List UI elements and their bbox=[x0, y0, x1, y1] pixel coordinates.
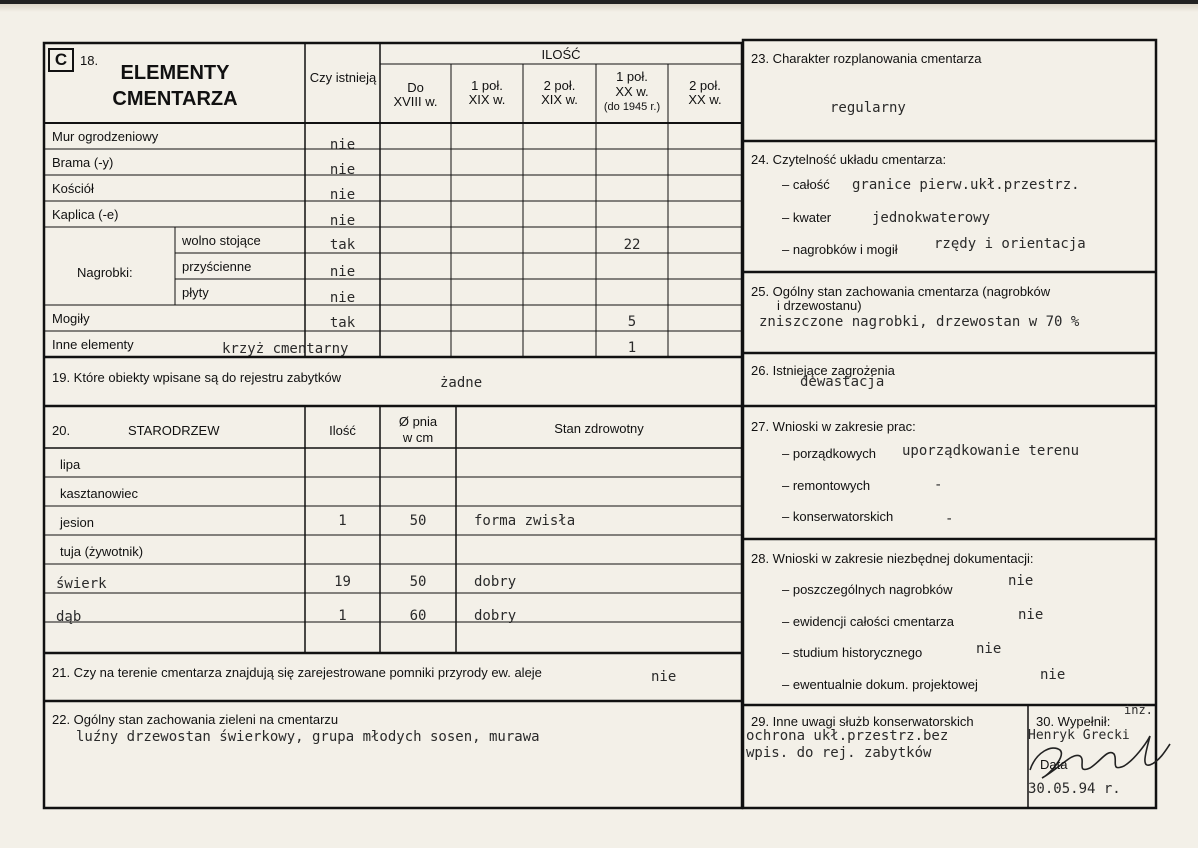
period-header-4-l3: (do 1945 r.) bbox=[603, 101, 661, 113]
docs-inventory-value: nie bbox=[1018, 607, 1044, 623]
exists-value-free-standing: tak bbox=[329, 237, 356, 253]
exists-value-wall-mounted: nie bbox=[329, 264, 356, 280]
section-29-value-line2: wpis. do rej. zabytków bbox=[746, 745, 932, 761]
tree-health-ash: forma zwisła bbox=[474, 513, 576, 529]
section-29-value-line1: ochrona ukł.przestrz.bez bbox=[746, 728, 949, 744]
docs-inventory-label: – ewidencji całości cmentarza bbox=[782, 614, 954, 629]
tree-diam-spruce: 50 bbox=[409, 574, 427, 590]
section-18-number: 18. bbox=[80, 53, 99, 68]
row-label-graves: Mogiły bbox=[52, 311, 90, 326]
section-27-label: 27. Wnioski w zakresie prac: bbox=[751, 419, 916, 434]
row-label-gate: Brama (-y) bbox=[52, 155, 114, 170]
docs-history-value: nie bbox=[976, 641, 1002, 657]
tree-diam-oak: 60 bbox=[409, 608, 427, 624]
row-label-wall: Mur ogrodzeniowy bbox=[52, 129, 159, 144]
exists-value-church: nie bbox=[329, 187, 356, 203]
tree-health-spruce: dobry bbox=[474, 574, 517, 590]
section-20-number: 20. bbox=[52, 423, 71, 438]
tree-name-linden: lipa bbox=[60, 457, 81, 472]
row-label-chapel: Kaplica (-e) bbox=[52, 207, 119, 222]
layout-graves-value: rzędy i orientacja bbox=[934, 236, 1086, 252]
layout-whole-value: granice pierw.ukł.przestrz. bbox=[852, 177, 1080, 193]
section-21-value: nie bbox=[651, 669, 677, 685]
qty-1945-other: 1 bbox=[627, 340, 637, 356]
tree-name-chestnut: kasztanowiec bbox=[60, 486, 139, 501]
elements-title-line2: CMENTARZA bbox=[112, 88, 238, 110]
period-header-5-l2: XX w. bbox=[688, 92, 722, 107]
docs-history-label: – studium historycznego bbox=[782, 645, 923, 660]
tree-name-spruce: świerk bbox=[56, 576, 107, 592]
qty-1945-free-standing: 22 bbox=[623, 237, 641, 253]
section-25-value: zniszczone nagrobki, drzewostan w 70 % bbox=[759, 314, 1080, 330]
works-conservation-value: - bbox=[945, 511, 954, 527]
row-label-church: Kościół bbox=[52, 181, 94, 196]
period-header-3-l2: XIX w. bbox=[541, 92, 578, 107]
section-25-label-line1: 25. Ogólny stan zachowania cmentarza (nagrobków bbox=[751, 284, 1051, 299]
section-26-value: dewastacja bbox=[800, 374, 885, 390]
trees-diameter-header-l2: w cm bbox=[402, 430, 434, 445]
docs-gravestones-value: nie bbox=[1008, 573, 1034, 589]
section-22-value: luźny drzewostan świerkowy, grupa młodych sosen, murawa bbox=[76, 729, 540, 745]
other-elements-value: krzyż cmentarny bbox=[222, 341, 349, 357]
date-label: Data bbox=[1040, 757, 1068, 772]
docs-design-label: – ewentualnie dokum. projektowej bbox=[782, 677, 978, 692]
section-19-value: żadne bbox=[440, 375, 483, 391]
exists-value-slabs: nie bbox=[329, 290, 356, 306]
tree-diam-ash: 50 bbox=[409, 513, 427, 529]
period-header-4-l1: 1 poł. bbox=[616, 69, 648, 84]
section-29-label: 29. Inne uwagi służb konserwatorskich bbox=[751, 714, 974, 729]
tree-name-thuja: tuja (żywotnik) bbox=[60, 544, 144, 559]
tree-name-ash: jesion bbox=[60, 515, 94, 530]
period-header-4-l2: XX w. bbox=[615, 84, 649, 99]
section-20-title: STARODRZEW bbox=[128, 423, 220, 438]
tree-name-oak: dąb bbox=[56, 609, 82, 625]
tree-qty-oak: 1 bbox=[338, 608, 347, 624]
exists-value-chapel: nie bbox=[329, 213, 356, 229]
period-header-2-l2: XIX w. bbox=[468, 92, 506, 107]
row-label-slabs: płyty bbox=[182, 285, 209, 300]
exists-value-graves: tak bbox=[329, 315, 356, 331]
tree-health-oak: dobry bbox=[474, 608, 517, 624]
works-cleanup-label: – porządkowych bbox=[782, 446, 876, 461]
filled-by-name: Henryk Grecki bbox=[1028, 728, 1130, 743]
section-letter-box: C bbox=[48, 48, 74, 72]
works-conservation-label: – konserwatorskich bbox=[782, 509, 894, 524]
section-23-value: regularny bbox=[830, 100, 906, 116]
docs-design-value: nie bbox=[1040, 667, 1066, 683]
trees-health-header: Stan zdrowotny bbox=[554, 421, 644, 436]
section-25-label-line2: i drzewostanu) bbox=[777, 298, 862, 313]
exists-column-header: Czy istnieją bbox=[309, 70, 377, 85]
layout-whole-label: – całość bbox=[782, 177, 830, 192]
period-header-1-l2: XVIII w. bbox=[393, 94, 438, 109]
layout-quarters-value: jednokwaterowy bbox=[872, 210, 991, 226]
row-group-label-gravestones: Nagrobki: bbox=[77, 265, 133, 280]
section-19-label: 19. Które obiekty wpisane są do rejestru zabytków bbox=[52, 370, 342, 385]
row-label-free-standing: wolno stojące bbox=[182, 233, 261, 248]
elements-title-line1: ELEMENTY bbox=[120, 62, 230, 84]
period-header-2-l1: 1 poł. bbox=[471, 78, 503, 93]
row-label-other: Inne elementy bbox=[52, 337, 134, 352]
section-22-label: 22. Ogólny stan zachowania zieleni na cmentarzu bbox=[52, 712, 339, 727]
filled-by-title-prefix: inż. bbox=[1124, 703, 1153, 717]
docs-gravestones-label: – poszczególnych nagrobków bbox=[782, 582, 953, 597]
section-26-label: 26. Istniejące zagrożenia bbox=[751, 363, 895, 378]
section-24-label: 24. Czytelność układu cmentarza: bbox=[751, 152, 947, 167]
qty-1945-graves: 5 bbox=[627, 314, 637, 330]
section-28-label: 28. Wnioski w zakresie niezbędnej dokumentacji: bbox=[751, 551, 1034, 566]
period-header-3-l1: 2 poł. bbox=[543, 78, 576, 93]
layout-quarters-label: – kwater bbox=[782, 210, 832, 225]
tree-qty-ash: 1 bbox=[338, 513, 347, 529]
period-header-5-l1: 2 poł. bbox=[689, 78, 721, 93]
date-value: 30.05.94 r. bbox=[1028, 781, 1121, 797]
trees-qty-header: Ilość bbox=[329, 423, 356, 438]
exists-value-wall: nie bbox=[329, 137, 356, 153]
section-23-label: 23. Charakter rozplanowania cmentarza bbox=[751, 51, 982, 66]
layout-graves-label: – nagrobków i mogił bbox=[782, 242, 898, 257]
section-30-label: 30. Wypełnił: bbox=[1036, 714, 1111, 729]
works-repair-label: – remontowych bbox=[782, 478, 871, 493]
works-cleanup-value: uporządkowanie terenu bbox=[902, 443, 1080, 459]
works-repair-value: - bbox=[934, 477, 943, 493]
quantity-group-header: ILOŚĆ bbox=[541, 47, 581, 62]
row-label-wall-mounted: przyścienne bbox=[182, 259, 252, 274]
section-21-label: 21. Czy na terenie cmentarza znajdują się zarejestrowane pomniki przyrody ew. aleje bbox=[52, 665, 542, 680]
exists-value-gate: nie bbox=[329, 162, 356, 178]
tree-qty-spruce: 19 bbox=[334, 574, 351, 590]
period-header-1-l1: Do bbox=[407, 80, 424, 95]
trees-diameter-header-l1: Ø pnia bbox=[398, 414, 438, 429]
